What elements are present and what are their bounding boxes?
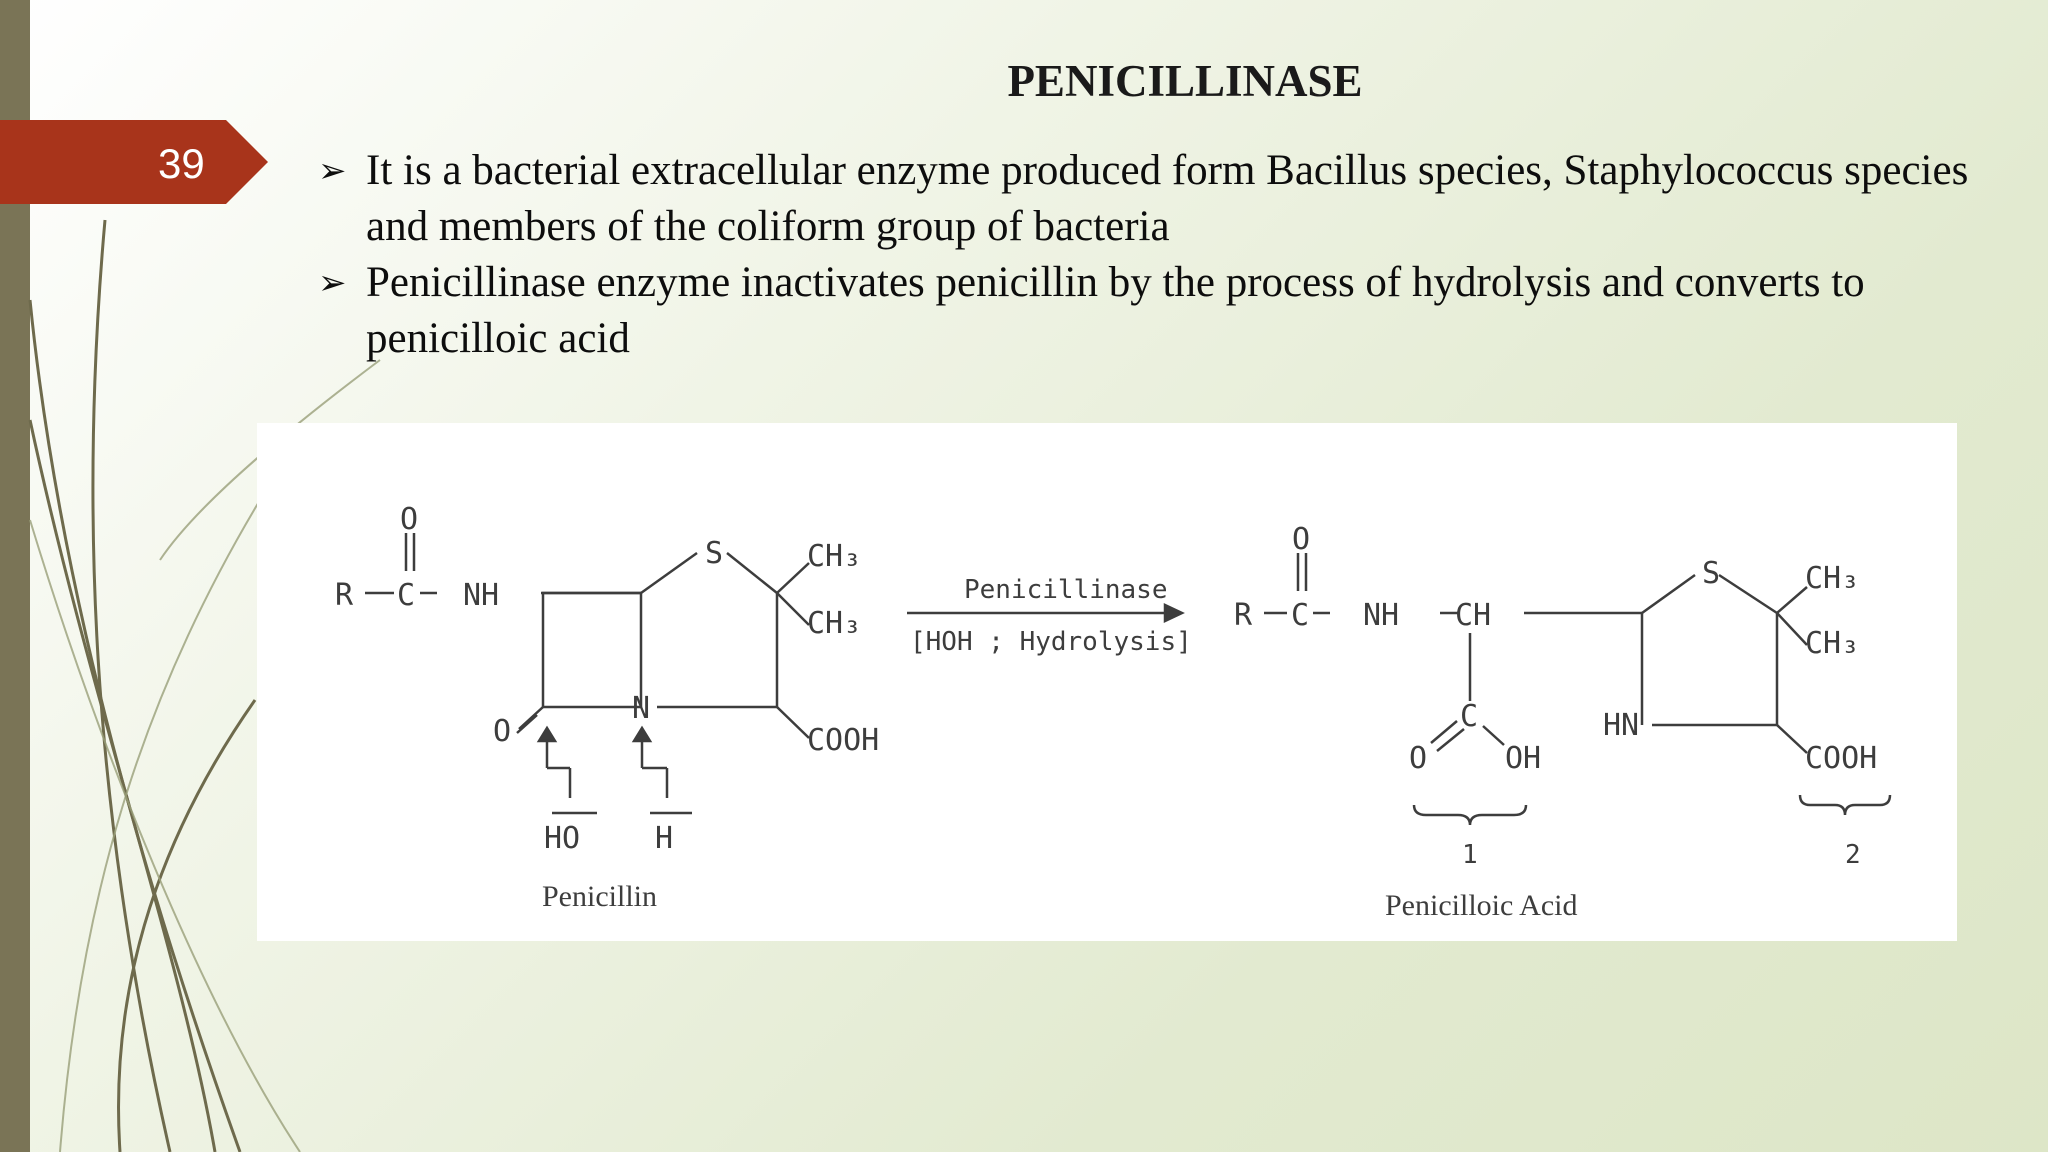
penicillinase-reaction-diagram (257, 423, 1957, 941)
acid-nh: NH (1363, 598, 1400, 633)
penicillin-ch3-b: CH₃ (807, 606, 862, 641)
arrow-bullet-icon: ➢ (318, 263, 347, 303)
acid-s: S (1702, 556, 1721, 591)
acid-brace-1: 1 (1462, 840, 1478, 870)
reaction-enzyme: Penicillinase (964, 575, 1168, 605)
slide-number: 39 (158, 140, 205, 187)
acid-c: C (1291, 598, 1310, 633)
penicillin-s: S (705, 536, 724, 571)
bullet-text: Penicillinase enzyme inactivates penicillin by the process of hydrolysis and converts to penicilloic acid (366, 259, 1865, 362)
acid-cooh: COOH (1805, 741, 1878, 776)
acid-ch3-a: CH₃ (1805, 561, 1860, 596)
reaction-figure (257, 423, 1957, 941)
acid-ch3-b: CH₃ (1805, 626, 1860, 661)
penicillin-h: H (655, 821, 674, 856)
penicillin-c: C (397, 578, 416, 613)
acid-r: R (1234, 598, 1253, 633)
bullet-list (318, 143, 2018, 367)
acid-ch: CH (1455, 598, 1492, 633)
penicillin-cooh: COOH (807, 723, 880, 758)
arrow-bullet-icon: ➢ (318, 151, 347, 191)
acid-hn: HN (1603, 708, 1640, 743)
penicillin-nh: NH (463, 578, 500, 613)
acid-brace-2: 2 (1845, 840, 1861, 870)
bullet-text: It is a bacterial extracellular enzyme produced form Bacillus species, Staphylococcus species and members of the coliform group of bacteria (366, 147, 1969, 250)
reaction-conditions: [HOH ; Hydrolysis] (910, 627, 1192, 657)
bullet-item (318, 143, 2018, 255)
penicillin-o-ring: O (493, 714, 512, 749)
penicillin-ho: HO (544, 821, 581, 856)
acid-o: O (1409, 741, 1428, 776)
penicillin-name: Penicillin (542, 880, 657, 913)
acid-oh: OH (1505, 741, 1542, 776)
penicilloic-acid-name: Penicilloic Acid (1385, 889, 1578, 922)
penicillin-r: R (335, 578, 354, 613)
penicillin-ch3-a: CH₃ (807, 539, 862, 574)
penicillin-n: N (632, 691, 651, 726)
slide-number-badge (0, 120, 268, 204)
slide-title: PENICILLINASE (1007, 56, 1363, 106)
acid-c-acid: C (1460, 699, 1479, 734)
bullet-item (318, 255, 2018, 367)
penicillin-o-top: O (400, 502, 419, 537)
acid-o-top: O (1292, 522, 1311, 557)
